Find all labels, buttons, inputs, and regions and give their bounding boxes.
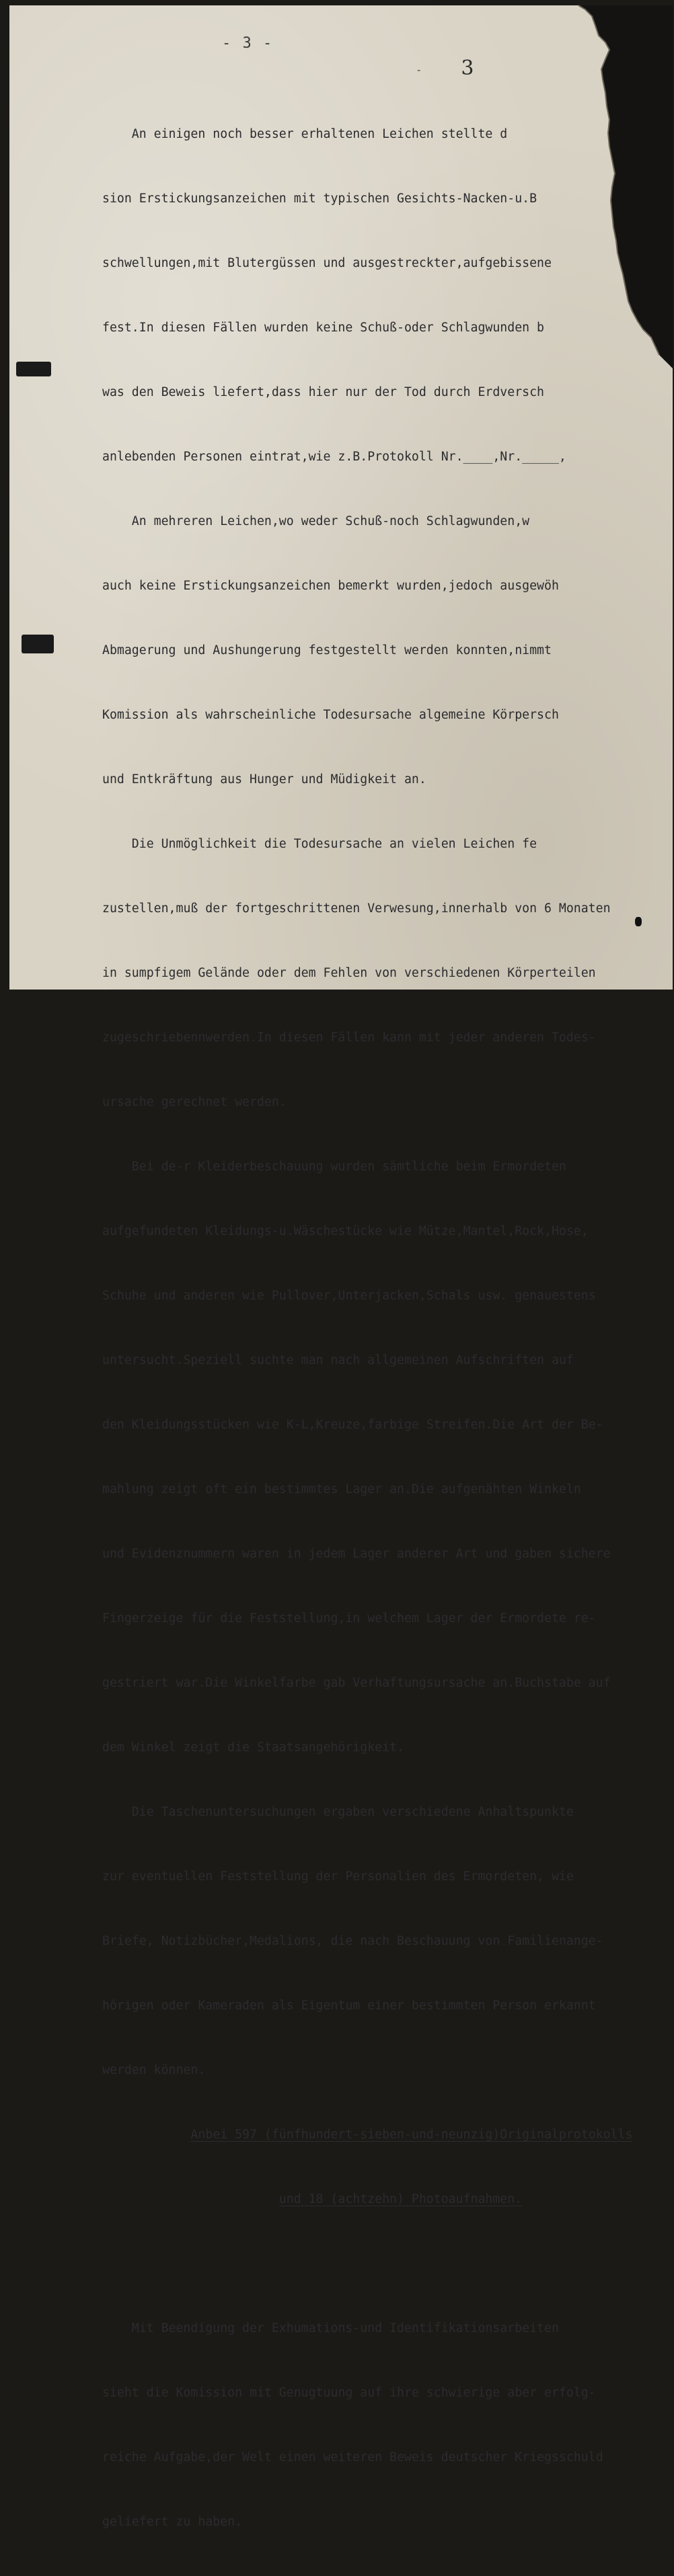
closing-line: reiche Aufgabe,der Welt einen weiteren Beweis deutscher Kriegsschuld [102,2450,603,2464]
blank-line [102,2253,674,2275]
body-line: zustellen,muß der fortgeschrittenen Verwesung,innerhalb von 6 Monaten [102,901,611,916]
body-line: Die Unmöglichkeit die Todesursache an vielen Leichen fe [102,837,537,851]
closing-line: geliefert zu haben. [102,2515,243,2529]
body-line: mahlung zeigt oft ein bestimmtes Lager an.Die aufgenähten Winkeln [102,1482,581,1496]
handwritten-number: 3 [461,56,474,80]
attachment-text-1: Anbei 597 (fünfhundert-sieben-und-neunzig)Originalprotokolls [190,2128,633,2142]
body-line: aufgefundeten Kleidungs-u.Wäschestücke wie Mütze,Mantel,Rock,Hose, [102,1224,589,1238]
body-line: Die Taschenuntersuchungen ergaben verschiedene Anhaltspunkte [102,1805,574,1819]
body-line: werden können. [102,2063,206,2077]
body-line: untersucht.Speziell suchte man nach allgemeinen Aufschriften auf [102,1353,574,1367]
body-line: und Entkräftung aus Hunger und Müdigkeit an. [102,772,426,787]
punch-hole-mark-lower [22,635,54,653]
body-line: was den Beweis liefert,dass hier nur der Tod durch Erdversch [102,385,544,399]
body-line: ursache gerechnet werden. [102,1095,287,1109]
body-line: sion Erstickungsanzeichen mit typischen Gesichts-Nacken-u.B [102,192,537,206]
body-line: zugeschriebennwerden.In diesen Fällen kann mit jeder anderen Todes- [102,1031,596,1045]
body-line: anlebenden Personen eintrat,wie z.B.Protokoll Nr.____,Nr._____, [102,450,566,464]
scan-left-edge [0,0,9,995]
body-line: dem Winkel zeigt die Staatsangehörigkeit. [102,1740,404,1755]
body-line: Schuhe und anderen wie Pullover,Unterjacken,Schals usw. genauestens [102,1289,596,1303]
body-line: An einigen noch besser erhaltenen Leichen stellte d [102,127,508,141]
body-line: schwellungen,mit Blutergüssen und ausgestreckter,aufgebissene [102,256,552,270]
body-line: Fingerzeige für die Feststellung,in welchem Lager der Ermordete re- [102,1611,596,1625]
body-line: und Evidenznummern waren in jedem Lager anderer Art und gaben sichere [102,1547,611,1561]
body-line: zur eventuellen Feststellung der Personalien des Ermordeten, wie [102,1869,574,1884]
punch-hole-mark-upper [16,362,51,376]
body-line: Abmagerung und Aushungerung festgestellt werden konnten,nimmt [102,643,552,657]
attachment-line-2 [102,2189,674,2210]
body-line: Bei de-r Kleiderbeschauung wurden sämtliche beim Ermordeten [102,1160,566,1174]
closing-line: Mit Beendigung der Exhumations-und Identifikationsarbeiten [102,2321,559,2335]
handwritten-dash: - [417,63,421,76]
typed-body-text [102,81,674,2576]
closing-line: sieht die Komission mit Genugtuung auf ihre schwierige aber erfolg- [102,2386,596,2400]
body-line: An mehreren Leichen,wo weder Schuß-noch Schlagwunden,w [102,514,530,528]
document-page [9,5,673,2529]
body-line: Briefe, Notizbücher,Medalions, die nach Beschauung von Familienange- [102,1934,603,1948]
body-line: hörigen oder Kameraden als Eigentum einer bestimmten Person erkannt [102,1999,596,2013]
body-line: auch keine Erstickungsanzeichen bemerkt wurden,jedoch ausgewöh [102,579,559,593]
body-line: den Kleidungsstücken wie K-L,Kreuze,farbige Streifen.Die Art der Be- [102,1418,603,1432]
attachment-line-1 [102,2124,674,2146]
body-line: fest.In diesen Fällen wurden keine Schuß-oder Schlagwunden b [102,321,544,335]
body-line: gestriert war.Die Winkelfarbe gab Verhaftungsursache an.Buchstabe auf [102,1676,611,1690]
handwritten-page-number [417,56,474,80]
page-header-number: - 3 - [222,35,274,52]
body-line: Komission als wahrscheinliche Todesursache algemeine Körpersch [102,708,559,722]
body-line: in sumpfigem Gelände oder dem Fehlen von verschiedenen Körperteilen [102,966,596,980]
attachment-text-2: und 18 (achtzehn) Photoaufnahmen. [278,2192,523,2206]
